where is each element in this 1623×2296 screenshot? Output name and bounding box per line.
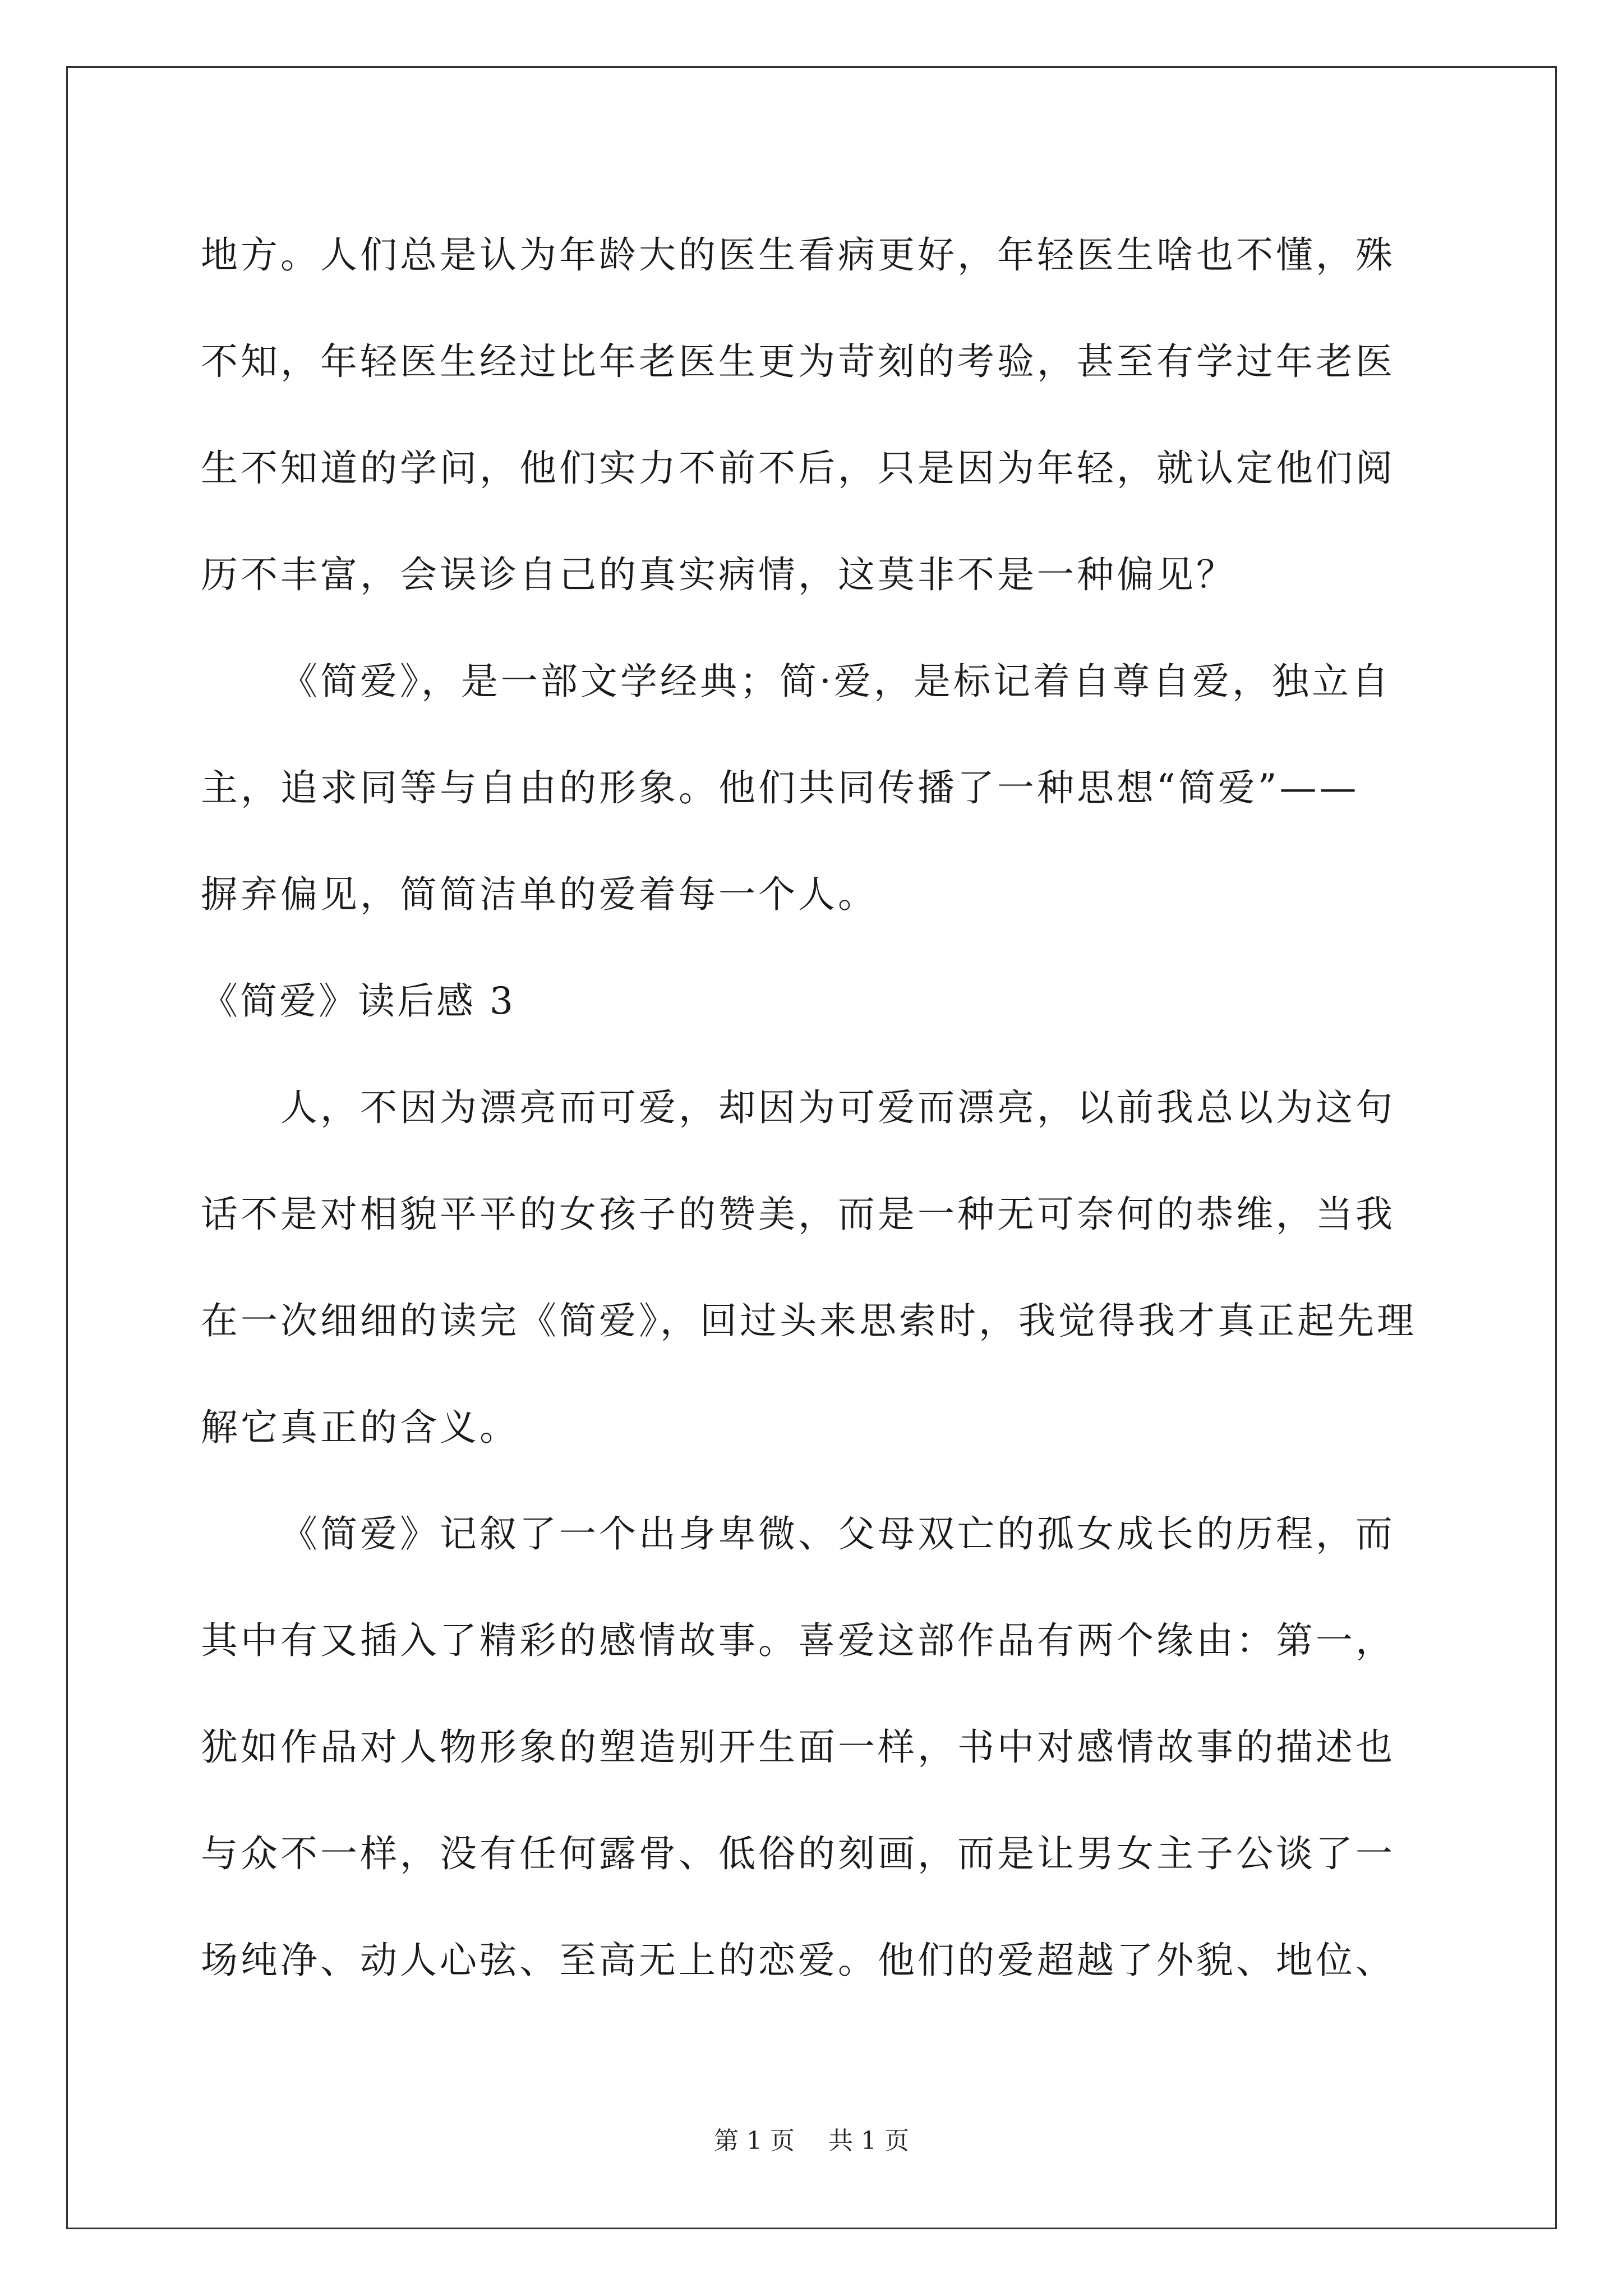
section-heading: 《简爱》读后感 3 xyxy=(201,979,515,1023)
text-line: 不知，年轻医生经过比年老医生更为苛刻的考验，甚至有学过年老医 xyxy=(201,340,1395,383)
text-line: 话不是对相貌平平的女孩子的赞美，而是一种无可奈何的恭维，当我 xyxy=(201,1193,1395,1236)
text-line: 在一次细细的读完《简爱》，回过头来思索时，我觉得我才真正起先理 xyxy=(201,1299,1417,1342)
text-line: 解它真正的含义。 xyxy=(201,1406,519,1449)
text-line: 历不丰富，会误诊自己的真实病情，这莫非不是一种偏见？ xyxy=(201,553,1236,596)
page-total: 共 1 页 xyxy=(828,2127,909,2155)
text-line: 场纯净、动人心弦、至高无上的恋爱。他们的爱超越了外貌、地位、 xyxy=(201,1939,1395,1982)
text-line: 人，不因为漂亮而可爱，却因为可爱而漂亮，以前我总以为这句 xyxy=(280,1086,1395,1129)
text-line: 生不知道的学问，他们实力不前不后，只是因为年轻，就认定他们阅 xyxy=(201,447,1395,490)
text-line: 主，追求同等与自由的形象。他们共同传播了一种思想“简爱”—— xyxy=(201,766,1359,809)
text-line: 地方。人们总是认为年龄大的医生看病更好，年轻医生啥也不懂，殊 xyxy=(201,233,1395,277)
page-footer xyxy=(0,2120,1623,2156)
page-number: 第 1 页 xyxy=(714,2127,795,2155)
text-line: 《简爱》，是一部文学经典；简·爱，是标记着自尊自爱，独立自 xyxy=(280,660,1391,703)
document-body xyxy=(201,202,1430,2014)
text-line: 与众不一样，没有任何露骨、低俗的刻画，而是让男女主子公谈了一 xyxy=(201,1832,1395,1875)
text-line: 犹如作品对人物形象的塑造别开生面一样，书中对感情故事的描述也 xyxy=(201,1726,1395,1769)
text-line: 其中有又插入了精彩的感情故事。喜爱这部作品有两个缘由：第一， xyxy=(201,1619,1395,1662)
text-line: 摒弃偏见，简简洁单的爱着每一个人。 xyxy=(201,873,878,916)
text-line: 《简爱》记叙了一个出身卑微、父母双亡的孤女成长的历程，而 xyxy=(280,1512,1395,1556)
